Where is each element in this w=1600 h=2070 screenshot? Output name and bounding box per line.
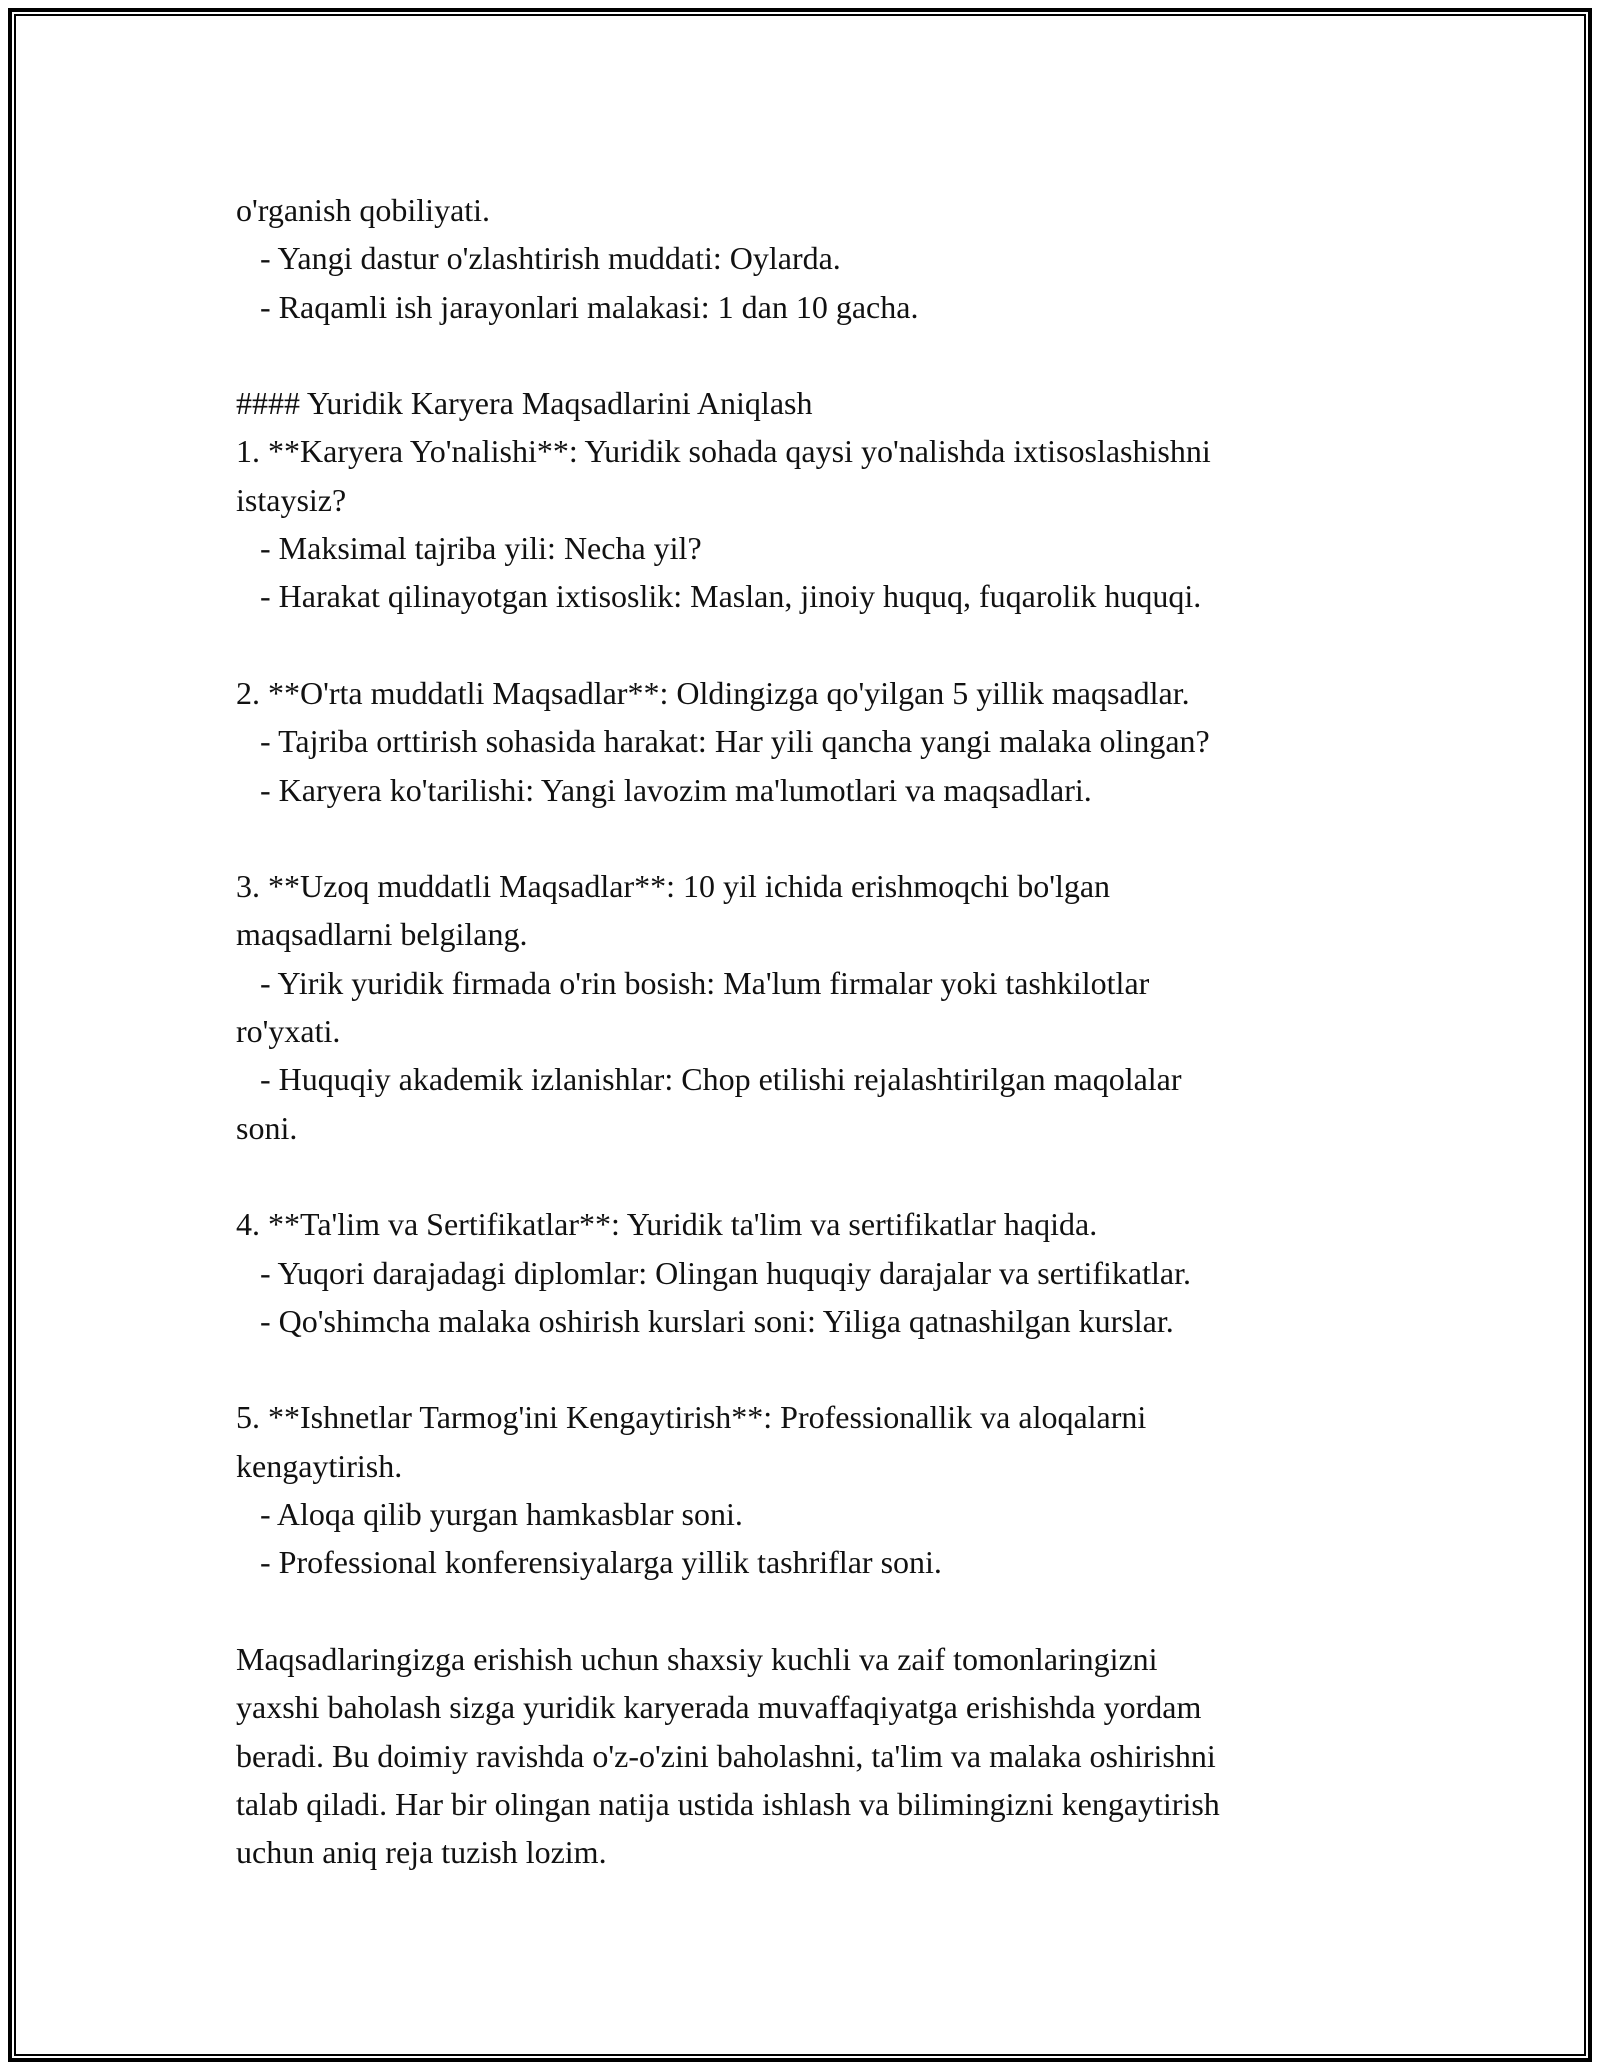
text-line: 2. **O'rta muddatli Maqsadlar**: Oldingizga qo'yilgan 5 yillik maqsadlar. <box>236 674 1190 711</box>
text-line: maqsadlarni belgilang. <box>236 916 528 953</box>
text-line: - Aloqa qilib yurgan hamkasblar soni. <box>236 1496 743 1533</box>
text-line: 4. **Ta'lim va Sertifikatlar**: Yuridik ta'lim va sertifikatlar haqida. <box>236 1206 1098 1243</box>
text-line: - Huquqiy akademik izlanishlar: Chop etilishi rejalashtirilgan maqolalar <box>236 1061 1182 1098</box>
section-heading: #### Yuridik Karyera Maqsadlarini Aniqlash <box>236 385 813 422</box>
text-line: - Yangi dastur o'zlashtirish muddati: Oylarda. <box>236 240 841 277</box>
text-line: 1. **Karyera Yo'nalishi**: Yuridik sohada qaysi yo'nalishda ixtisoslashishni <box>236 433 1211 470</box>
text-line: 5. **Ishnetlar Tarmog'ini Kengaytirish**: Professionallik va aloqalarni <box>236 1399 1147 1436</box>
text-line: Maqsadlaringizga erishish uchun shaxsiy kuchli va zaif tomonlaringizni <box>236 1640 1158 1677</box>
text-line: - Karyera ko'tarilishi: Yangi lavozim ma'lumotlari va maqsadlari. <box>236 771 1092 808</box>
text-line: kengaytirish. <box>236 1447 403 1484</box>
text-line: o'rganish qobiliyati. <box>236 192 491 228</box>
text-line: - Tajriba orttirish sohasida harakat: Har yili qancha yangi malaka olingan? <box>236 723 1210 760</box>
text-line: istaysiz? <box>236 481 347 518</box>
text-line: beradi. Bu doimiy ravishda o'z-o'zini baholashni, ta'lim va malaka oshirishni <box>236 1737 1216 1774</box>
text-line: - Maksimal tajriba yili: Necha yil? <box>236 530 702 567</box>
text-line: - Qo'shimcha malaka oshirish kurslari soni: Yiliga qatnashilgan kurslar. <box>236 1302 1174 1339</box>
blank-line <box>236 1345 1386 1393</box>
text-line: - Raqamli ish jarayonlari malakasi: 1 dan 10 gacha. <box>236 288 919 325</box>
text-line: soni. <box>236 1109 298 1146</box>
text-line: - Harakat qilinayotgan ixtisoslik: Maslan, jinoiy huquq, fuqarolik huquqi. <box>236 578 1202 615</box>
text-line: 3. **Uzoq muddatli Maqsadlar**: 10 yil ichida erishmoqchi bo'lgan <box>236 868 1111 905</box>
blank-line <box>236 331 1386 379</box>
text-line: - Yuqori darajadagi diplomlar: Olingan huquqiy darajalar va sertifikatlar. <box>236 1254 1191 1291</box>
document-body <box>236 186 1386 1876</box>
text-line: yaxshi baholash sizga yuridik karyerada muvaffaqiyatga erishishda yordam <box>236 1689 1202 1726</box>
blank-line <box>236 1587 1386 1635</box>
blank-line <box>236 814 1386 862</box>
blank-line <box>236 621 1386 669</box>
text-line: uchun aniq reja tuzish lozim. <box>236 1834 607 1871</box>
text-line: - Professional konferensiyalarga yillik tashriflar soni. <box>236 1544 942 1581</box>
text-line: talab qiladi. Har bir olingan natija ustida ishlash va bilimingizni kengaytirish <box>236 1785 1220 1822</box>
blank-line <box>236 1152 1386 1200</box>
text-line: - Yirik yuridik firmada o'rin bosish: Ma'lum firmalar yoki tashkilotlar <box>236 964 1150 1001</box>
text-line: ro'yxati. <box>236 1013 341 1050</box>
